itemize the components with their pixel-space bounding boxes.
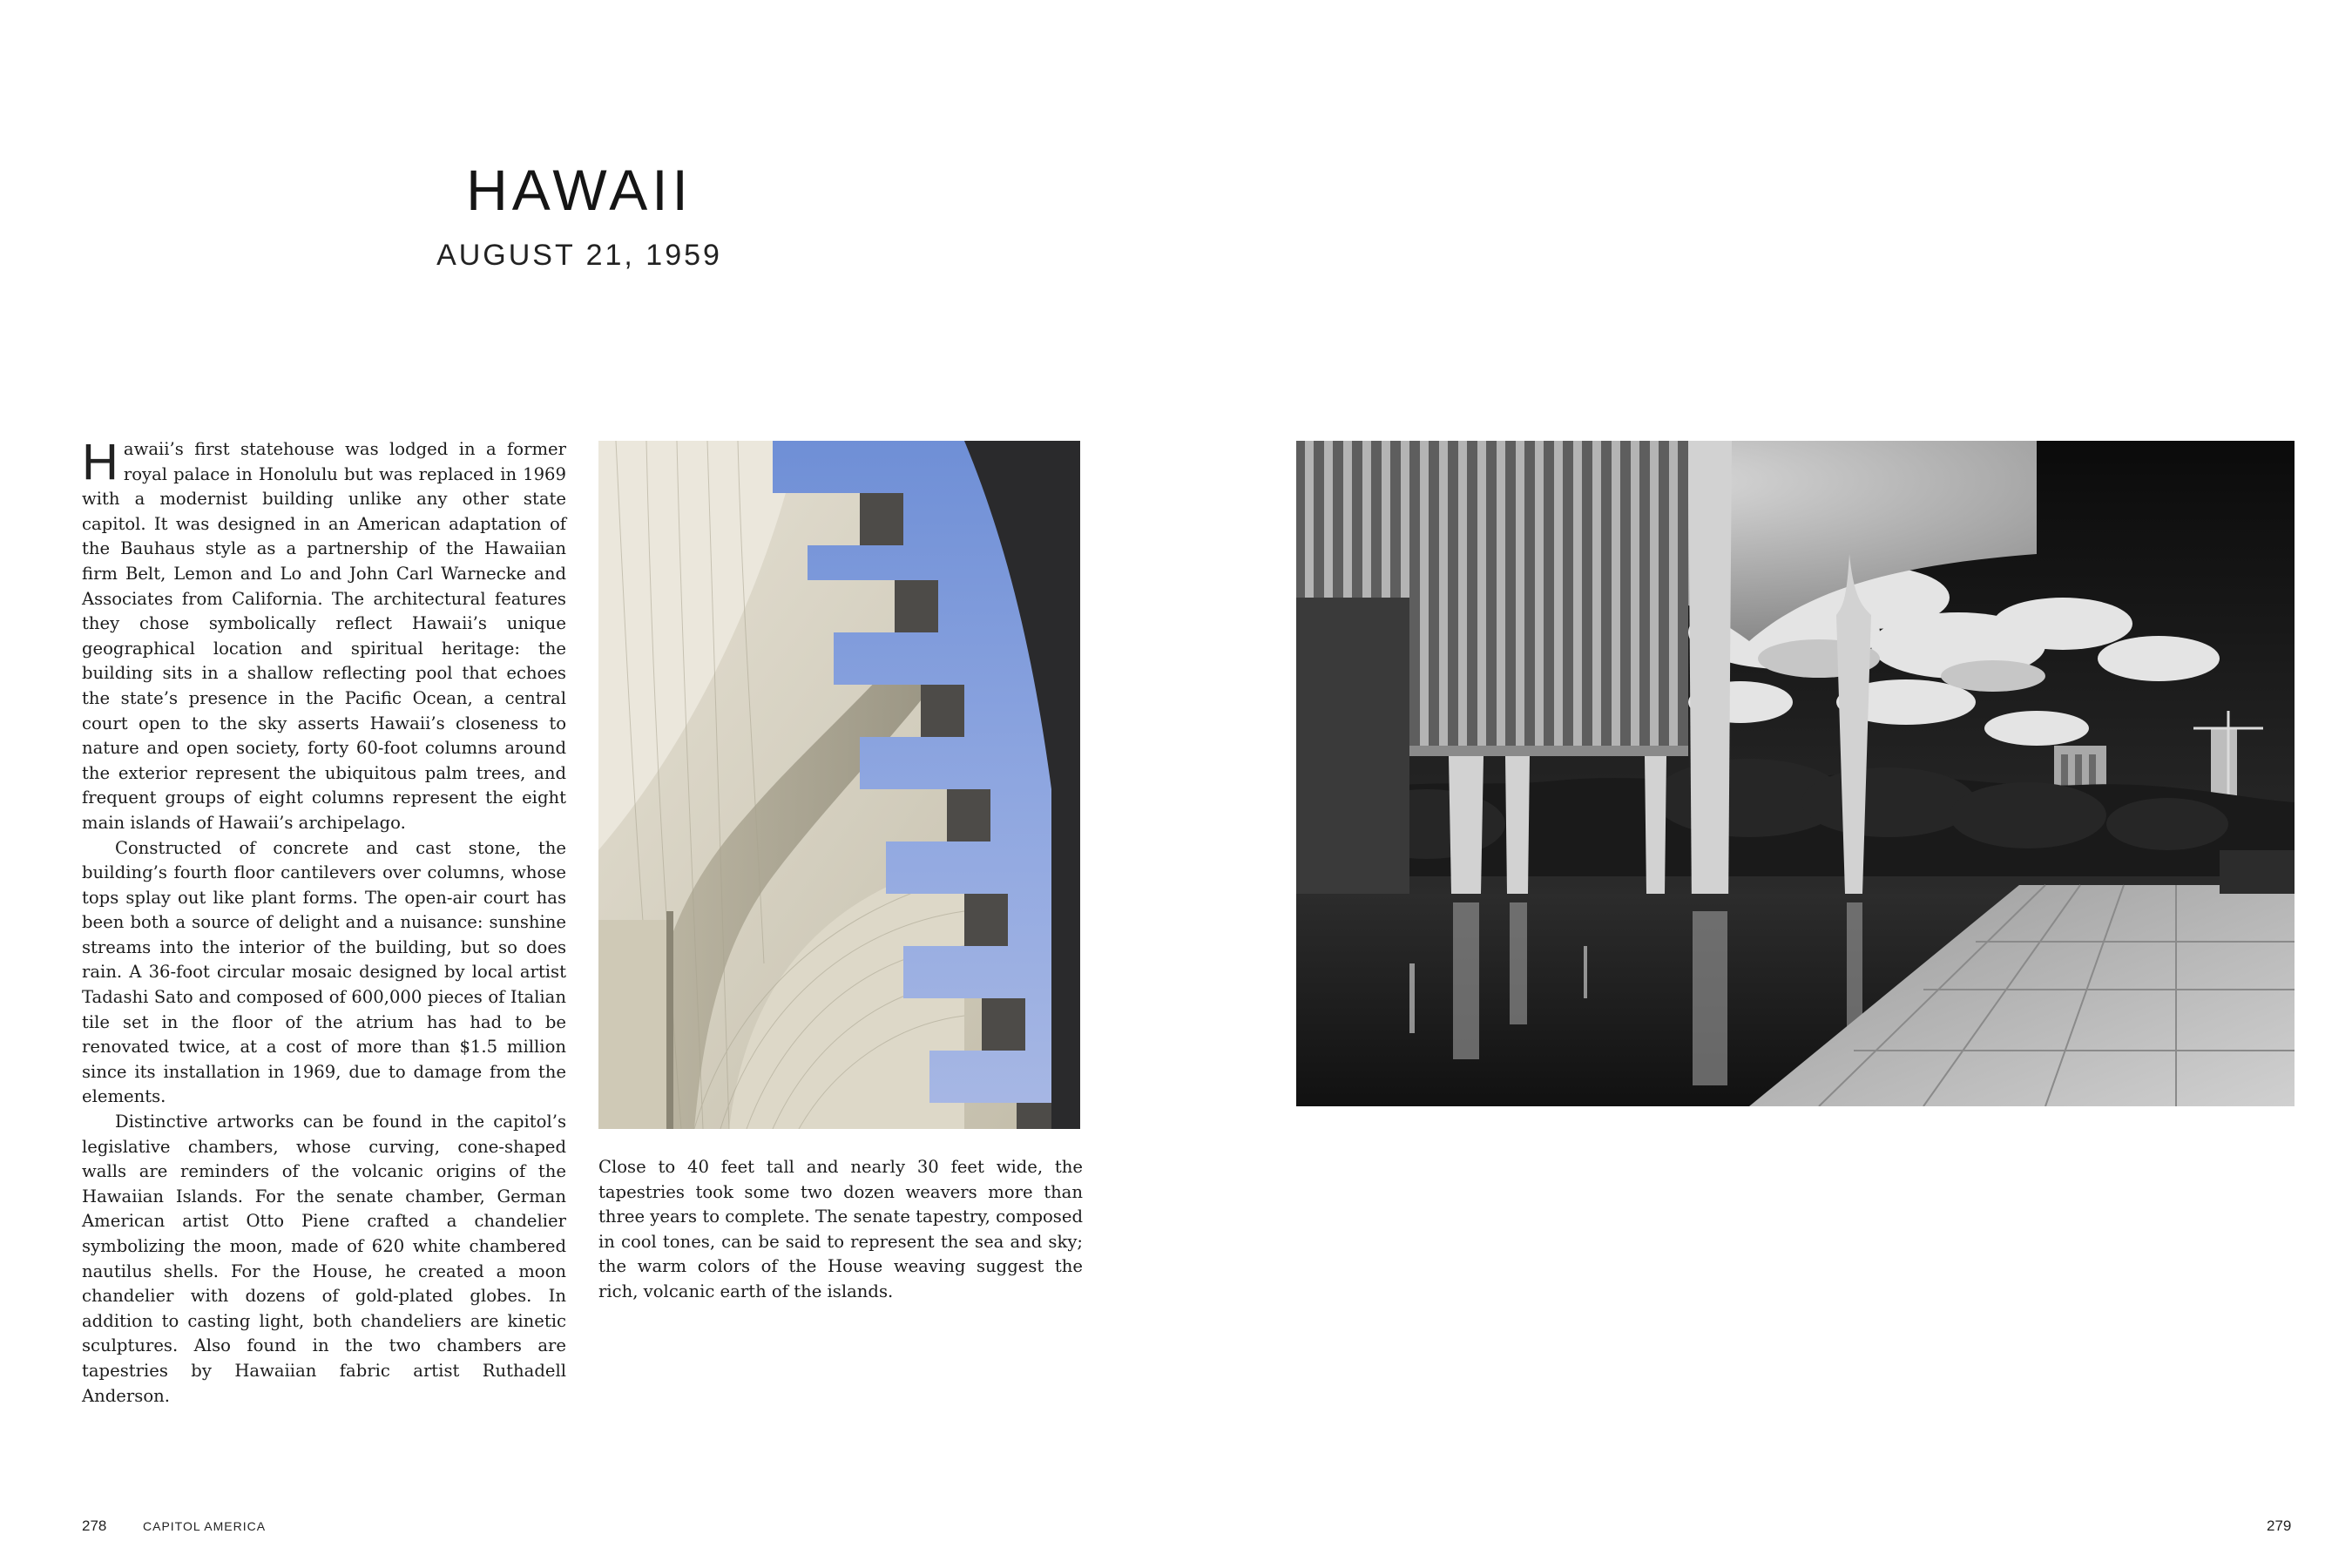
drop-cap: H <box>82 434 118 490</box>
body-paragraph-3: Distinctive artworks can be found in the capitol’s legislative chambers, whose curving, cone-shaped walls are reminders of the volcanic origins of the Hawaiian Islands. For the senate chamber, German American artist Otto Piene crafted a chandelier symbolizing the moon, made of 620 white chambered nautilus shells. For the House, he created a moon chandelier with dozens of gold-plated globes. In addition to casting light, both chandeliers are kinetic sculptures. Also found in the two chambers are tapestries by Hawaiian fabric artist Ruthadell Anderson. <box>82 1112 566 1406</box>
page-title: HAWAII <box>466 158 693 222</box>
page-number-right: 279 <box>2267 1517 2292 1534</box>
running-head: CAPITOL AMERICA <box>143 1519 267 1533</box>
body-paragraph-2: Constructed of concrete and cast stone, the building’s fourth floor cantilevers over columns, whose tops splay out like plant forms. The open-air court has been both a source of delight and a nuisance: sunshine streams into the interior of the building, but so does rain. A 36-foot circular mosaic designed by local artist Tadashi Sato and composed of 600,000 pieces of Italian tile set in the floor of the atrium has had to be renovated twice, at a cost of more than $1.5 million since its installation in 1969, due to damage from the elements. <box>82 837 566 1107</box>
continued-text-column: Close to 40 feet tall and nearly 30 feet wide, the tapestries took some two dozen weavers more than three years to complete. The senate tapestry, composed in cool tones, can be said to represent the sea and sky; the warm colors of the House weaving suggest the rich, volcanic earth of the islands. <box>598 1157 1083 1301</box>
photo-capitol-exterior <box>1296 441 2295 1106</box>
body-text-column <box>82 434 566 1409</box>
photo-column-detail <box>598 441 1080 1129</box>
body-paragraph-1 <box>82 434 566 836</box>
right-page <box>1176 0 2352 1568</box>
statehood-date: AUGUST 21, 1959 <box>436 239 722 272</box>
paragraph-1-text: awaii’s first statehouse was lodged in a former royal palace in Honolulu but was replaced in 1969 with a modernist building unlike any other state capitol. It was designed in an American adaptation of the Bauhaus style as a partnership of the Hawaiian firm Belt, Lemon and Lo and John Carl Warnecke and Associates from California. The architectural features they chose symbolically reflect Hawaii’s unique geographical location and spiritual heritage: the building sits in a shallow reflecting pool that echoes the state’s presence in the Pacific Ocean, a central court open to the sky asserts Hawaii’s closeness to nature and open society, forty 60-foot columns around the exterior represent the ubiquitous palm trees, and frequent groups of eight columns represent the eight main islands of Hawaii’s archipelago. <box>82 439 566 833</box>
page-number-left: 278 <box>82 1517 107 1534</box>
